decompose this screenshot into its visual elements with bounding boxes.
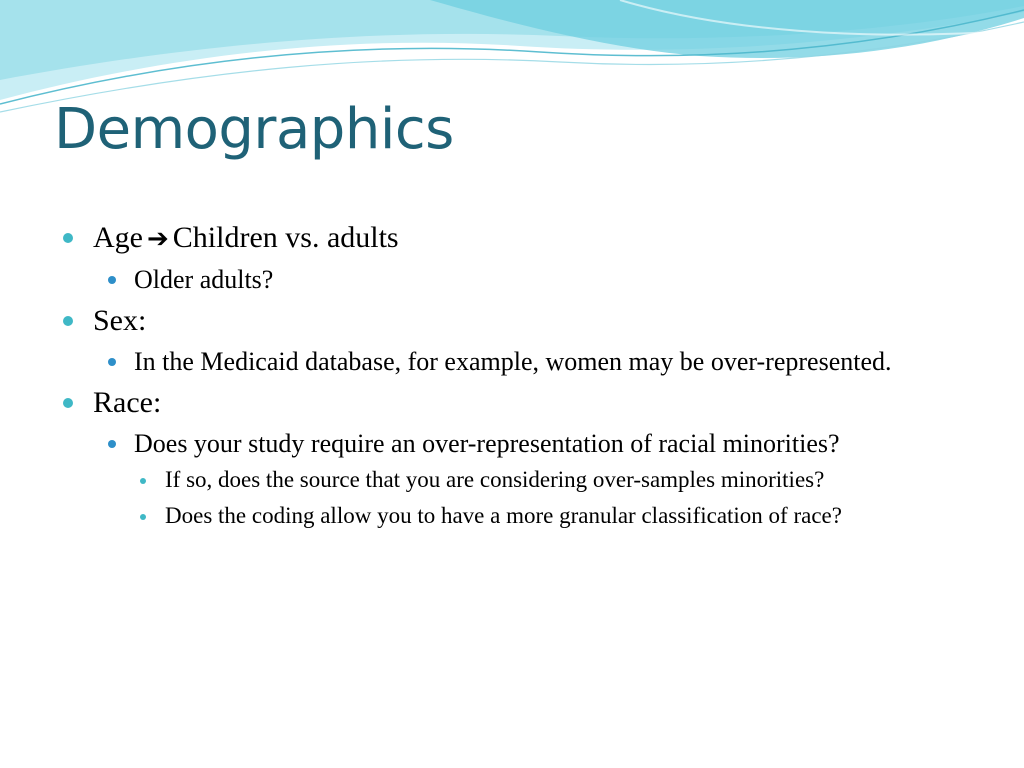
bullet-dot-icon xyxy=(63,233,73,243)
right-arrow-icon: ➔ xyxy=(146,224,169,254)
bullet-age-detail: Children vs. adults xyxy=(172,221,399,254)
sub-sub-bullet-coding xyxy=(60,502,960,530)
sub-sub-bullet-text: If so, does the source that you are considering over-samples minorities? xyxy=(165,467,825,492)
bullet-text: Race: xyxy=(93,386,162,419)
sub-sub-bullet-text: Does the coding allow you to have a more granular classification of race? xyxy=(165,503,842,528)
bullet-dot-icon xyxy=(140,478,146,484)
bullet-dot-icon xyxy=(108,276,116,284)
sub-bullet-older-adults xyxy=(60,263,960,296)
bullet-dot-icon xyxy=(63,316,73,326)
sub-bullet-study-requirement xyxy=(60,427,960,460)
bullet-age-text xyxy=(93,219,960,258)
sub-bullet-text: In the Medicaid database, for example, women may be over-represented. xyxy=(134,347,892,376)
sub-bullet-text: Older adults? xyxy=(134,265,274,294)
slide-title: Demographics xyxy=(54,97,454,162)
sub-sub-bullet-oversamples xyxy=(60,466,960,494)
bullet-dot-icon xyxy=(63,398,73,408)
bullet-race xyxy=(60,384,960,422)
sub-bullet-medicaid xyxy=(60,345,960,378)
bullet-dot-icon xyxy=(140,514,146,520)
bullet-sex xyxy=(60,302,960,340)
sub-bullet-text: Does your study require an over-representation of racial minorities? xyxy=(134,429,840,458)
bullet-age xyxy=(60,219,960,258)
bullet-text: Sex: xyxy=(93,304,147,337)
bullet-dot-icon xyxy=(108,358,116,366)
bullet-age-label: Age xyxy=(93,221,143,254)
bullet-dot-icon xyxy=(108,440,116,448)
bullet-list xyxy=(60,219,960,538)
